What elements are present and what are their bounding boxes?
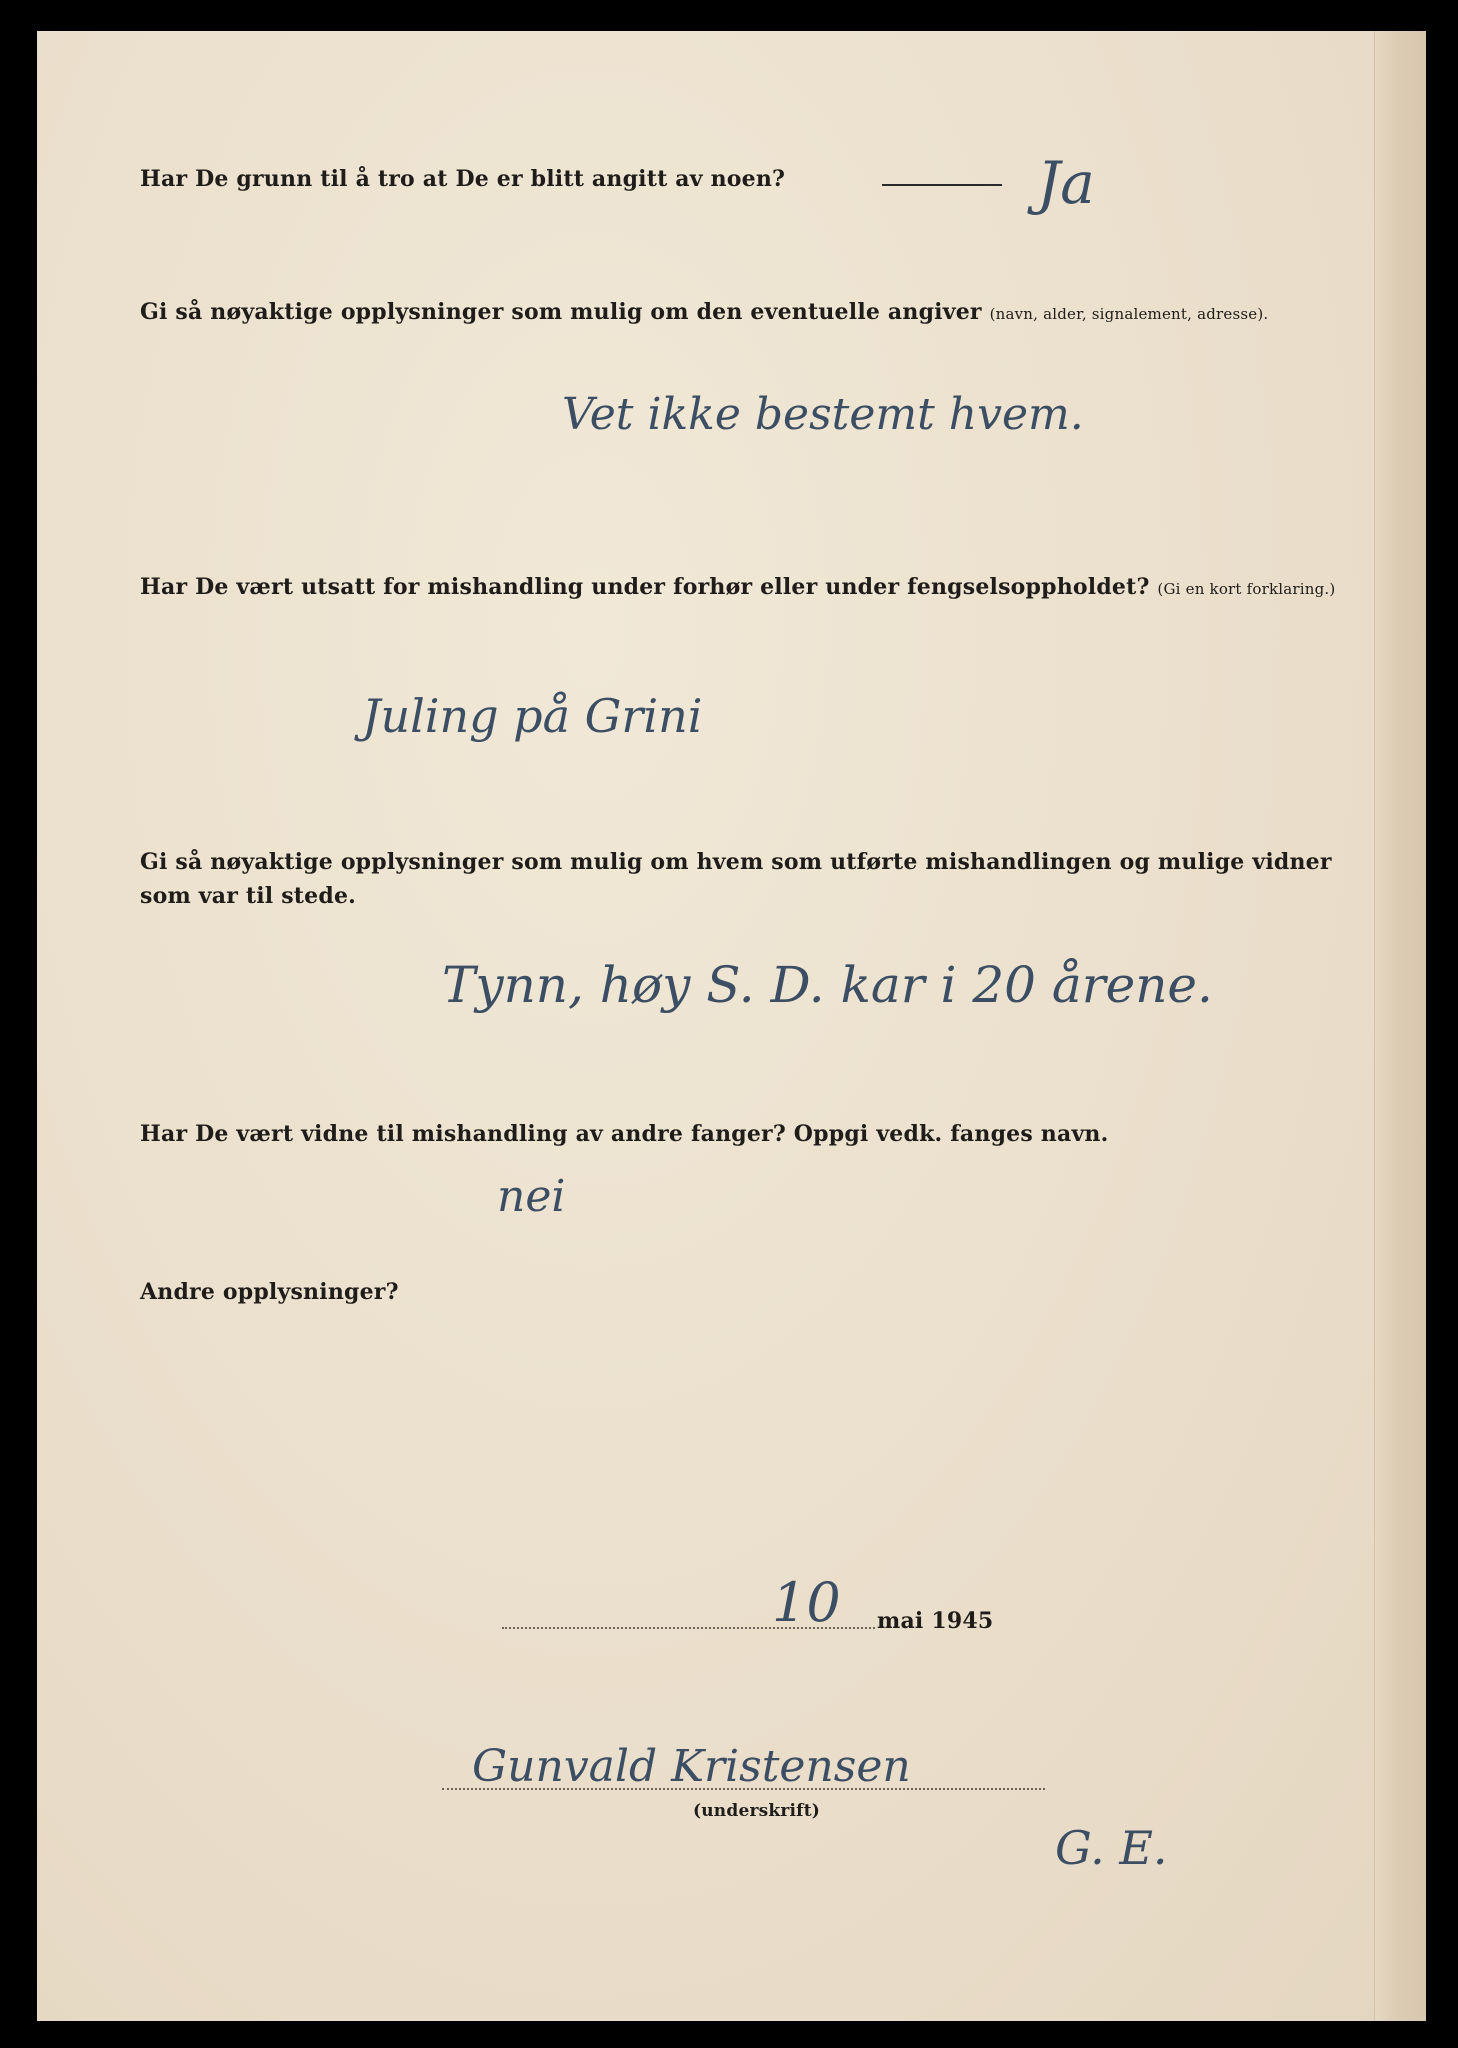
question-utforer-line1: Gi så nøyaktige opplysninger som mulig om hvem som utførte mishandlingen og mulige vidner (140, 849, 1332, 875)
signature-label: (underskrift) (693, 1801, 820, 1821)
question-angitt: Har De grunn til å tro at De er blitt angitt av noen? (140, 166, 786, 192)
answer-angitt: Ja (1037, 149, 1095, 217)
answer-angiver: Vet ikke bestemt hvem. (562, 389, 1084, 440)
answer-vidne: nei (497, 1171, 566, 1222)
date-day: 10 (772, 1571, 841, 1634)
question-utforer-line2: som var til stede. (140, 883, 357, 909)
answer-mishandling: Juling på Grini (362, 689, 703, 743)
signature-handwritten: Gunvald Kristensen (472, 1741, 911, 1792)
form-sheet (37, 31, 1425, 2021)
question-mishandling-note: (Gi en kort forklaring.) (1157, 580, 1336, 598)
question-angiver-main: Gi så nøyaktige opplysninger som mulig om den eventuelle angiver (140, 299, 982, 325)
date-month-year: mai 1945 (877, 1608, 994, 1634)
question-vidne: Har De vært vidne til mishandling av andre fanger? Oppgi vedk. fanges navn. (140, 1121, 1109, 1147)
question-andre: Andre opplysninger? (140, 1279, 399, 1305)
answer-dash (882, 184, 1002, 186)
question-mishandling-main: Har De vært utsatt for mishandling under forhør eller under fengselsoppholdet? (140, 574, 1150, 600)
answer-utforer: Tynn, høy S. D. kar i 20 årene. (442, 956, 1213, 1014)
question-mishandling (140, 574, 1335, 600)
initials-handwritten: G. E. (1055, 1821, 1168, 1875)
question-angiver-note: (navn, alder, signalement, adresse). (989, 305, 1269, 323)
question-angiver (140, 299, 1268, 325)
page-fold (1374, 31, 1426, 2021)
